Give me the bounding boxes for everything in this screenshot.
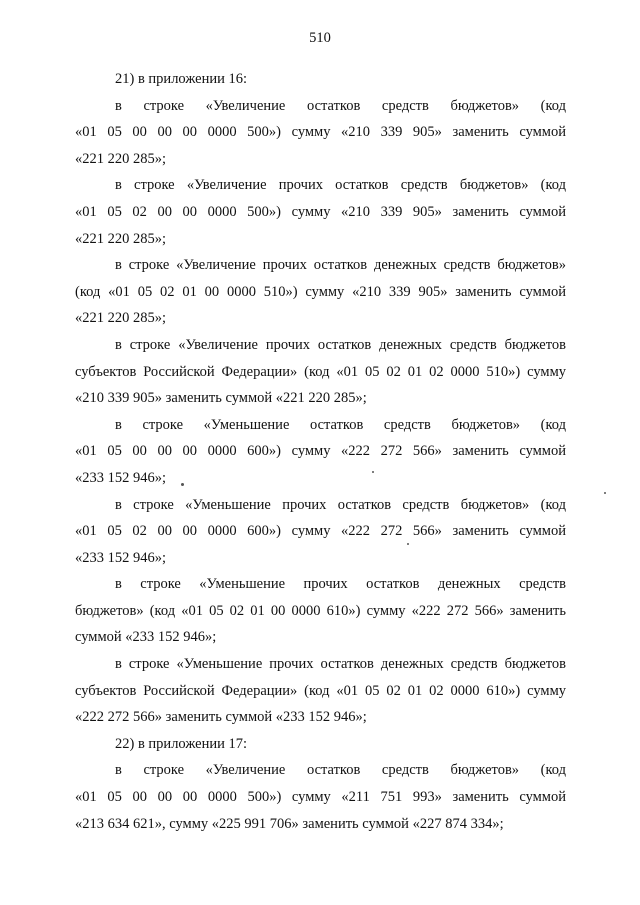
text-line: «233 152 946»; <box>75 469 167 486</box>
text-line: «221 220 285»; <box>75 150 167 167</box>
text-line: «221 220 285»; <box>75 310 167 327</box>
amendment-paragraph <box>75 651 566 731</box>
text-line: «01 05 00 00 00 0000 500») сумму «211 751 993» заменить суммой <box>75 789 566 806</box>
amendment-paragraph <box>75 93 566 173</box>
text-line: суммой «233 152 946»; <box>75 629 217 646</box>
amendment-paragraph <box>75 172 566 252</box>
text-line: (код «01 05 02 01 00 0000 510») сумму «210 339 905» заменить суммой <box>75 283 566 300</box>
text-line: «01 05 00 00 00 0000 600») сумму «222 272 566» заменить суммой <box>75 443 566 460</box>
text-line: в строке «Увеличение остатков средств бюджетов» (код <box>115 97 566 114</box>
text-line: в строке «Уменьшение прочих остатков средств бюджетов» (код <box>115 496 566 513</box>
amendment-paragraph <box>75 252 566 332</box>
amendment-paragraph <box>75 332 566 412</box>
text-line: субъектов Российской Федерации» (код «01 05 02 01 02 0000 610») сумму <box>75 682 566 699</box>
text-line: субъектов Российской Федерации» (код «01 05 02 01 02 0000 510») сумму <box>75 363 566 380</box>
text-line: в строке «Уменьшение остатков средств бюджетов» (код <box>115 416 566 433</box>
text-line: «01 05 02 00 00 0000 500») сумму «210 339 905» заменить суммой <box>75 203 566 220</box>
text-line: «210 339 905» заменить суммой «221 220 285»; <box>75 390 367 407</box>
amendment-paragraph <box>75 492 566 572</box>
amendment-paragraph <box>75 757 566 837</box>
scan-speck <box>181 483 184 486</box>
text-line: в строке «Увеличение прочих остатков денежных средств бюджетов <box>115 336 566 353</box>
scan-speck <box>372 471 374 473</box>
text-line: в строке «Увеличение остатков средств бюджетов» (код <box>115 762 566 779</box>
text-line: в строке «Уменьшение прочих остатков денежных средств <box>115 576 566 593</box>
text-line: в строке «Увеличение прочих остатков средств бюджетов» (код <box>115 177 566 194</box>
document-body <box>75 66 566 837</box>
page-number: 510 <box>309 30 331 46</box>
amendment-paragraph <box>75 571 566 651</box>
amendment-paragraph <box>75 412 566 492</box>
text-line: «01 05 02 00 00 0000 600») сумму «222 272 566» заменить суммой <box>75 523 566 540</box>
scan-speck <box>604 492 606 494</box>
text-line: «01 05 00 00 00 0000 500») сумму «210 339 905» заменить суммой <box>75 124 566 141</box>
text-line: «233 152 946»; <box>75 549 167 566</box>
section-heading: 22) в приложении 17: <box>115 735 248 752</box>
section-heading: 21) в приложении 16: <box>115 71 248 87</box>
scan-speck <box>407 543 409 545</box>
text-line: в строке «Увеличение прочих остатков денежных средств бюджетов» <box>115 257 566 274</box>
text-line: «222 272 566» заменить суммой «233 152 946»; <box>75 709 367 726</box>
text-line: «221 220 285»; <box>75 230 167 247</box>
text-line: в строке «Уменьшение прочих остатков денежных средств бюджетов <box>115 656 566 673</box>
text-line: бюджетов» (код «01 05 02 01 00 0000 610») сумму «222 272 566» заменить <box>75 602 566 619</box>
text-line: «213 634 621», сумму «225 991 706» заменить суммой «227 874 334»; <box>75 815 504 832</box>
